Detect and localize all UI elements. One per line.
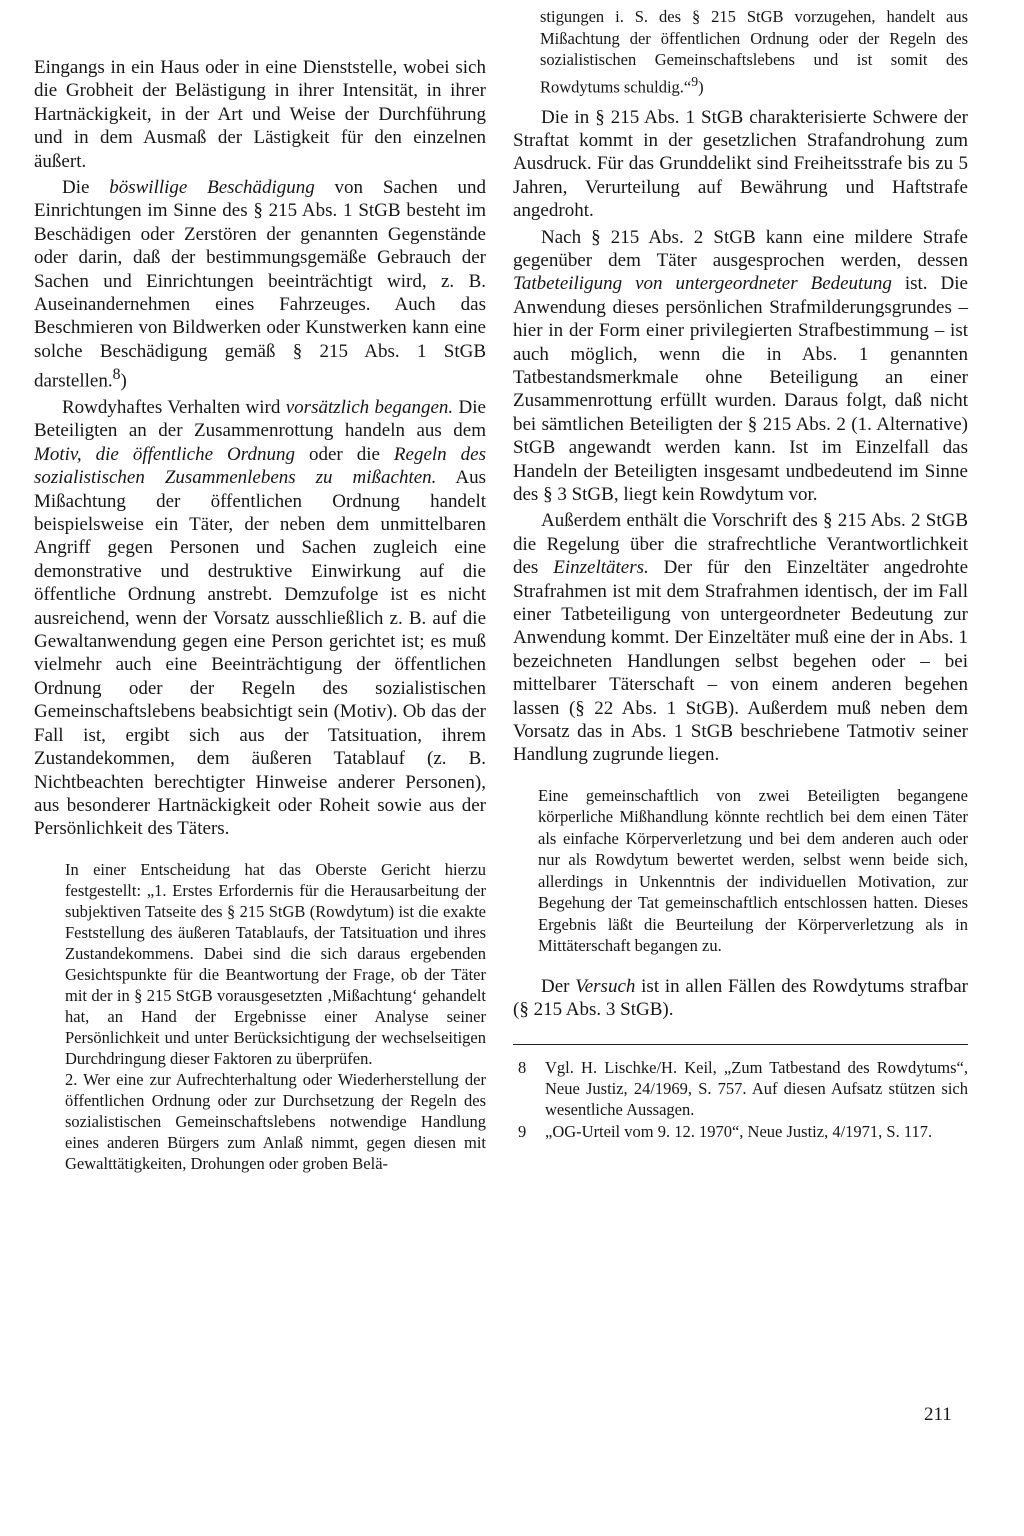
page-number: 211 [924, 1404, 952, 1425]
left-column [34, 56, 486, 1174]
emphasis-term: böswillige Beschädigung [109, 177, 315, 199]
right-column [513, 7, 968, 1142]
footnote-divider [513, 1044, 968, 1045]
footnote-8 [513, 1057, 968, 1121]
paragraph-versuch: Der Versuch ist in allen Fällen des Rowdytums strafbar (§ 215 Abs. 3 StGB). [513, 975, 968, 1021]
paragraph-vorsatz: Rowdyhaftes Verhalten wird vorsätzlich begangen. Die Beteiligten an der Zusammenrottung handeln aus dem Motiv, die öffentliche Ordnung oder die Regeln des sozialistischen Zusammenlebens zu mißachten. Aus Mißachtung der öffentlichen Ordnung handelt beispielsweise ein Täter, der neben dem unmittelbaren Angriff gegen Personen und Sachen zugleich eine demonstrative und destruktive Einwirkung auf die öffentliche Ordnung anstrebt. Demzufolge ist es nicht ausreichend, wenn der Vorsatz ausschließlich z. B. auf die Gewaltanwendung gegen eine Person gerichtet ist; es muß vielmehr auch eine Beeinträchtigung der öffentlichen Ordnung oder der Regeln des sozialistischen Gemeinschaftslebens beabsichtigt sein (Motiv). Ob das der Fall ist, ergibt sich aus der Tatsituation, ihrem Zustandekommen, dem äußeren Tatablauf (z. B. Nichtbeachten berechtigter Hinweise anderer Personen), aus besonderer Hartnäckigkeit oder Roheit sowie aus der Persönlichkeit des Täters. [34, 397, 486, 840]
paragraph-tatbeteiligung: Nach § 215 Abs. 2 StGB kann eine mildere Strafe gegenüber dem Täter ausgesprochen werden, dessen Tatbeteiligung von untergeordneter Bedeutung ist. Die Anwendung dieses persönlichen Strafmilderungsgrundes – hier in der Form einer privilegierten Strafbestimmung – ist auch möglich, wenn die in Abs. 1 genannten Tatbestandsmerkmale ohne Beteiligung an einer Zusammenrottung erfüllt wurden. Daraus folgt, daß nicht bei sämtlichen Beteiligten der § 215 Abs. 2 (1. Alternative) StGB angewandt werden kann. Ist im Einzelfall das Handeln der Beteiligten insgesamt undbedeutend im Sinne des § 3 StGB, liegt kein Rowdytum vor. [513, 226, 968, 505]
emphasis-term: Motiv, die öffentliche Ordnung [34, 443, 295, 465]
paragraph-strafandrohung: Die in § 215 Abs. 1 StGB charakterisierte Schwere der Straftat kommt in der gesetzlichen Strafandrohung zum Ausdruck. Für das Grunddelikt sind Freiheitsstrafe bis zu 5 Jahren, Verurteilung auf Bewährung und Haftstrafe angedroht. [513, 106, 968, 222]
emphasis-term: Einzeltäters. [553, 557, 649, 579]
court-quote-1: In einer Entscheidung hat das Oberste Gericht hierzu festgestellt: „1. Erstes Erfordernis für die Herausarbeitung der subjektiven Tatseite des § 215 StGB (Rowdytum) ist die exakte Feststellung des äußeren Tatablaufs, der Tatsituation und ihres Zustandekommens. Dabei sind die sich daraus ergebenden Gesichtspunkte für die Beantwortung der Frage, ob der Täter mit der in § 215 StGB vorausgesetzten ‚Mißachtung‘ gehandelt hat, an Hand der Ergebnisse einer Analyse seiner Persönlichkeit und unter Berücksichtigung der wechselseitigen Durchdringung dieser Faktoren zu überprüfen. [65, 859, 486, 1068]
footnote-text: Vgl. H. Lischke/H. Keil, „Zum Tatbestand des Rowdytums“, Neue Justiz, 24/1969, S. 757. Auf diesen Aufsatz stützen sich wesentliche Aussagen. [545, 1057, 968, 1120]
footnote-text: „OG-Urteil vom 9. 12. 1970“, Neue Justiz, 4/1971, S. 117. [545, 1121, 933, 1141]
footnote-number: 9 [518, 1121, 527, 1141]
example-quote: Eine gemeinschaftlich von zwei Beteiligten begangene körperliche Mißhandlung könnte rechtlich bei dem einen Täter als einfache Körperverletzung und bei dem anderen auch oder nur als Rowdytum bewertet werden, selbst wenn beide sich, allerdings in Unkenntnis der individuellen Motivation, zur Begehung der Tat gemeinschaftlich entschlossen hatten. Dieses Ergebnis läßt die Beurteilung der Körperverletzung als in Mittäterschaft begangen zu. [538, 785, 968, 956]
emphasis-term: vorsätzlich begangen. [285, 397, 454, 419]
footnote-9 [513, 1121, 968, 1142]
court-quote-2: 2. Wer eine zur Aufrechterhaltung oder Wiederherstellung der öffentlichen Ordnung oder zur Durchsetzung der Regeln des sozialistischen Gemeinschaftslebens notwendige Handlung eines anderen Bürgers zum Anlaß nimmt, gegen diesen mit Gewalttätigkeiten, Drohungen oder groben Belä- [65, 1069, 486, 1173]
emphasis-term: Regeln des sozialistischen Zusammenlebens zu mißachten. [34, 443, 486, 489]
footnote-number: 8 [518, 1057, 527, 1077]
paragraph-einzeltaeter: Außerdem enthält die Vorschrift des § 215 Abs. 2 StGB die Regelung über die strafrechtliche Verantwortlichkeit des Einzeltäters. Der für den Einzeltäter angedrohte Strafrahmen ist mit dem Strafrahmen identisch, der im Fall einer Tatbeteiligung von untergeordneter Bedeutung zur Anwendung kommt. Der Einzeltäter muß eine der in Abs. 1 bezeichneten Handlungen selbst begehen oder – bei mittelbarer Täterschaft – von einem anderen begehen lassen (§ 22 Abs. 1 StGB). Außerdem muß neben dem Vorsatz das in Abs. 1 StGB beschriebene Tatmotiv seiner Handlung zugrunde liegen. [513, 510, 968, 766]
court-quote-continuation: stigungen i. S. des § 215 StGB vorzugehen, handelt aus Mißachtung der öffentlichen Ordnung oder der Regeln des sozialistischen Gemeinschaftslebens und ist somit des Rowdytums schuldig.“$^9$) [540, 7, 968, 96]
footnote-ref-8[interactable]: 8 [112, 366, 121, 384]
paragraph-boeswillige-beschaedigung: Die böswillige Beschädigung von Sachen und Einrichtungen im Sinne des § 215 Abs. 1 StGB besteht im Beschädigen oder Zerstören der genannten Gegenstände oder darin, daß der bestimmungsgemäße Gebrauch der Sachen und Einrichtungen beeinträchtigt wird, z. B. Auseinandernehmen eines Fahrzeuges. Auch das Beschmieren von Bildwerken oder Kunstwerken kann eine solche Beschädigung gemäß § 215 Abs. 1 StGB darstellen.$^8$) [34, 177, 486, 392]
footnote-ref-9[interactable]: 9 [691, 73, 699, 89]
emphasis-term: Tatbeteiligung von untergeordneter Bedeutung [513, 273, 892, 295]
emphasis-term: Versuch [575, 975, 636, 997]
paragraph-continuation: Eingangs in ein Haus oder in eine Dienststelle, wobei sich die Grobheit der Belästigung in ihrer Intensität, in ihrer Hartnäckigkeit, in der Art und Weise der Durchführung und in dem Ausmaß der Lästigkeit für den einzelnen äußert. [34, 57, 486, 172]
